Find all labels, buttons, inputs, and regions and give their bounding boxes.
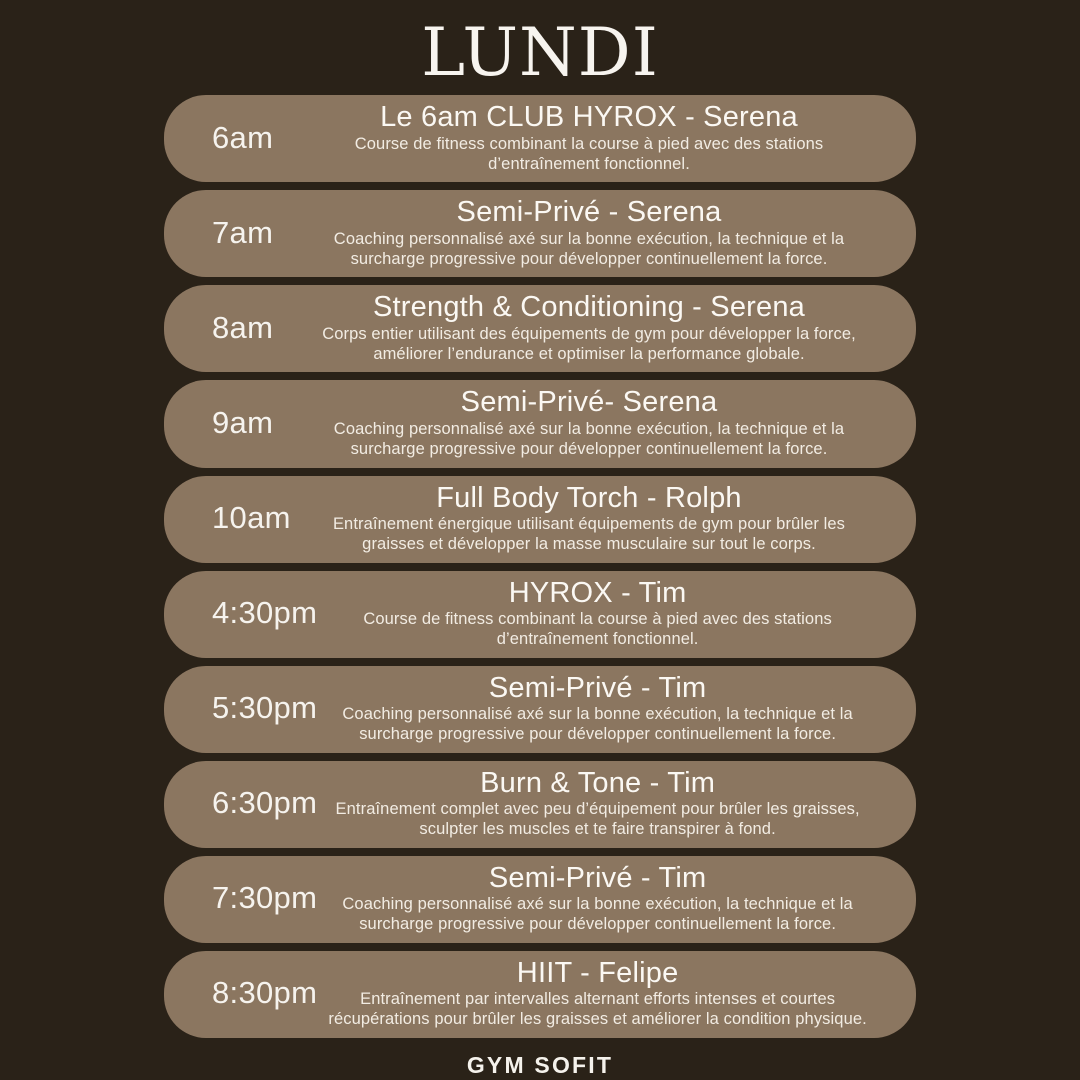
schedule-row bbox=[164, 571, 916, 658]
class-time: 4:30pm bbox=[212, 595, 318, 631]
class-time: 6am bbox=[212, 119, 274, 155]
class-time: 10am bbox=[212, 500, 291, 536]
page-title: LUNDI bbox=[421, 14, 659, 91]
class-time: 7:30pm bbox=[212, 880, 318, 916]
class-description: Entraînement énergique utilisant équipements de gym pour brûler les graisses et développer la masse musculaire sur tout le corps. bbox=[332, 515, 846, 553]
schedule-row bbox=[164, 856, 916, 943]
class-name: Le 6am CLUB HYROX - Serena bbox=[380, 101, 798, 134]
class-details bbox=[317, 767, 900, 840]
class-time: 8am bbox=[212, 309, 274, 345]
schedule-row bbox=[164, 285, 916, 372]
class-name: Burn & Tone - Tim bbox=[480, 766, 716, 799]
class-name: Strength & Conditioning - Serena bbox=[373, 291, 805, 324]
schedule-row bbox=[164, 761, 916, 848]
class-description: Corps entier utilisant des équipements de gym pour développer la force, améliorer l’endurance et optimiser la performance globale. bbox=[322, 324, 856, 363]
class-name: Semi-Privé- Serena bbox=[460, 386, 718, 419]
class-name: HIIT - Felipe bbox=[516, 956, 679, 989]
schedule-row bbox=[164, 190, 916, 277]
class-time: 7am bbox=[212, 214, 274, 250]
class-description: Coaching personnalisé axé sur la bonne exécution, la technique et la surcharge progressive pour développer continuellement la force. bbox=[333, 419, 845, 458]
class-time: 9am bbox=[212, 405, 274, 441]
class-time: 5:30pm bbox=[212, 690, 318, 726]
class-details bbox=[300, 196, 900, 269]
class-details bbox=[300, 101, 900, 174]
class-description: Course de fitness combinant la course à pied avec des stations d’entraînement fonctionnel. bbox=[354, 134, 824, 173]
schedule-row bbox=[164, 380, 916, 467]
class-details bbox=[317, 862, 900, 935]
class-description: Coaching personnalisé axé sur la bonne exécution, la technique et la surcharge progressive pour développer continuellement la force. bbox=[342, 895, 853, 934]
class-description: Course de fitness combinant la course à pied avec des stations d’entraînement fonctionnel. bbox=[363, 610, 832, 648]
schedule-list bbox=[0, 95, 1080, 1038]
class-name: Full Body Torch - Rolph bbox=[436, 481, 742, 514]
class-details bbox=[300, 291, 900, 364]
class-details bbox=[317, 957, 900, 1030]
schedule-row bbox=[164, 666, 916, 753]
class-description: Coaching personnalisé axé sur la bonne exécution, la technique et la surcharge progressive pour développer continuellement la force. bbox=[333, 229, 845, 268]
class-details bbox=[317, 577, 900, 650]
class-details bbox=[317, 672, 900, 745]
gym-name-footer: GYM SOFIT bbox=[466, 1051, 614, 1078]
class-details bbox=[300, 386, 900, 459]
class-details bbox=[300, 482, 900, 555]
class-description: Coaching personnalisé axé sur la bonne exécution, la technique et la surcharge progressive pour développer continuellement la force. bbox=[342, 705, 853, 743]
class-description: Entraînement par intervalles alternant efforts intenses et courtes récupérations pour brûler les graisses et améliorer la condition physique. bbox=[328, 990, 867, 1029]
class-name: HYROX - Tim bbox=[508, 576, 687, 609]
schedule-row bbox=[164, 95, 916, 182]
schedule-row bbox=[164, 476, 916, 563]
class-name: Semi-Privé - Tim bbox=[488, 861, 707, 894]
class-time: 8:30pm bbox=[212, 975, 318, 1011]
schedule-row bbox=[164, 951, 916, 1038]
class-description: Entraînement complet avec peu d’équipement pour brûler les graisses, sculpter les muscles et te faire transpirer à fond. bbox=[335, 800, 860, 838]
class-time: 6:30pm bbox=[212, 785, 318, 821]
class-name: Semi-Privé - Serena bbox=[456, 196, 722, 229]
class-name: Semi-Privé - Tim bbox=[488, 671, 707, 704]
